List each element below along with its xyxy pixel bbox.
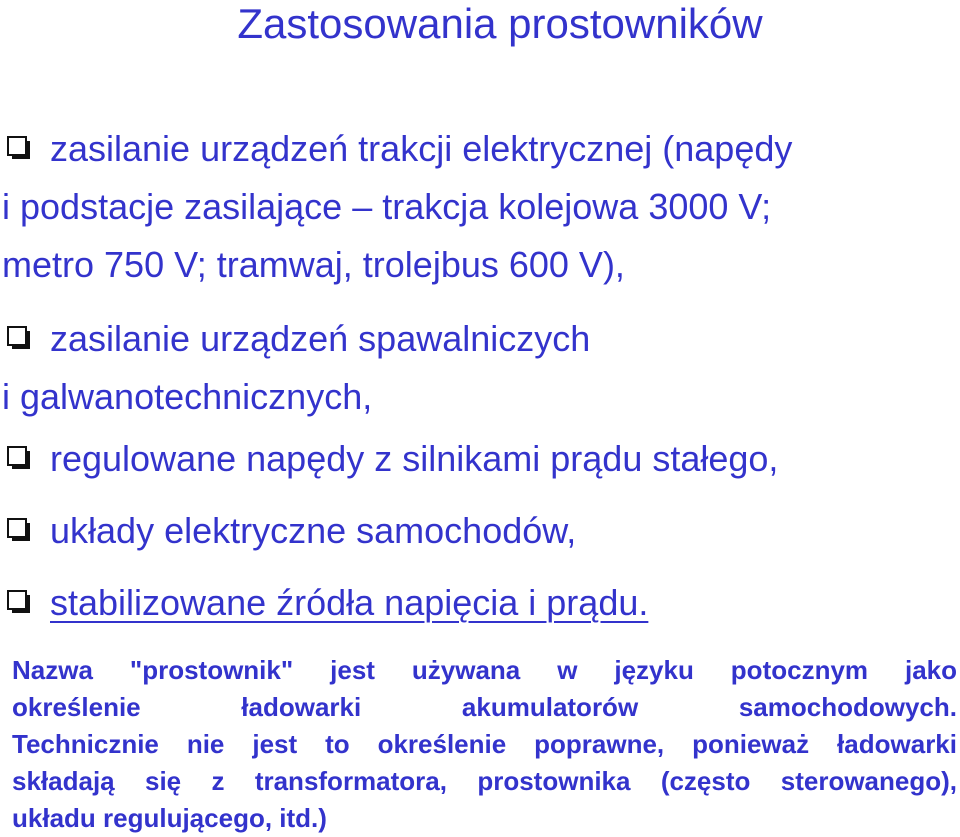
bullet-text: zasilanie urządzeń spawalniczych — [50, 318, 591, 359]
note-paragraph — [12, 652, 957, 837]
page-title: Zastosowania prostowników — [237, 0, 763, 47]
bullet-text: układy elektryczne samochodów, — [50, 510, 577, 551]
checkbox-icon — [6, 589, 32, 615]
bullet-item-traction-power — [0, 120, 960, 294]
bullet-item-stabilized-sources — [0, 574, 960, 632]
bullet-item-welding — [0, 310, 960, 426]
bullet-text: regulowane napędy z silnikami prądu stałego, — [50, 438, 779, 479]
bullet-list — [0, 120, 960, 632]
note-line: Technicznie nie jest to określenie poprawne, ponieważ ładowarki — [12, 729, 957, 759]
bullet-text: stabilizowane źródła napięcia i prądu. — [50, 582, 649, 623]
bullet-text: i galwanotechnicznych, — [2, 376, 373, 417]
bullet-text: zasilanie urządzeń trakcji elektrycznej (napędy — [50, 128, 793, 169]
checkbox-icon — [6, 517, 32, 543]
note-line: Nazwa "prostownik" jest używana w języku potocznym jako — [12, 655, 957, 685]
bullet-item-dc-drives — [0, 430, 960, 488]
bullet-item-automotive — [0, 502, 960, 560]
checkbox-icon — [6, 325, 32, 351]
bullet-text: metro 750 V; tramwaj, trolejbus 600 V), — [2, 244, 625, 285]
note-line: składają się z transformatora, prostownika (często sterowanego), — [12, 766, 957, 796]
bullet-text: i podstacje zasilające – trakcja kolejowa 3000 V; — [2, 186, 772, 227]
note-line: układu regulującego, itd.) — [12, 803, 327, 833]
checkbox-icon — [6, 135, 32, 161]
checkbox-icon — [6, 445, 32, 471]
note-line: określenie ładowarki akumulatorów samochodowych. — [12, 692, 957, 722]
